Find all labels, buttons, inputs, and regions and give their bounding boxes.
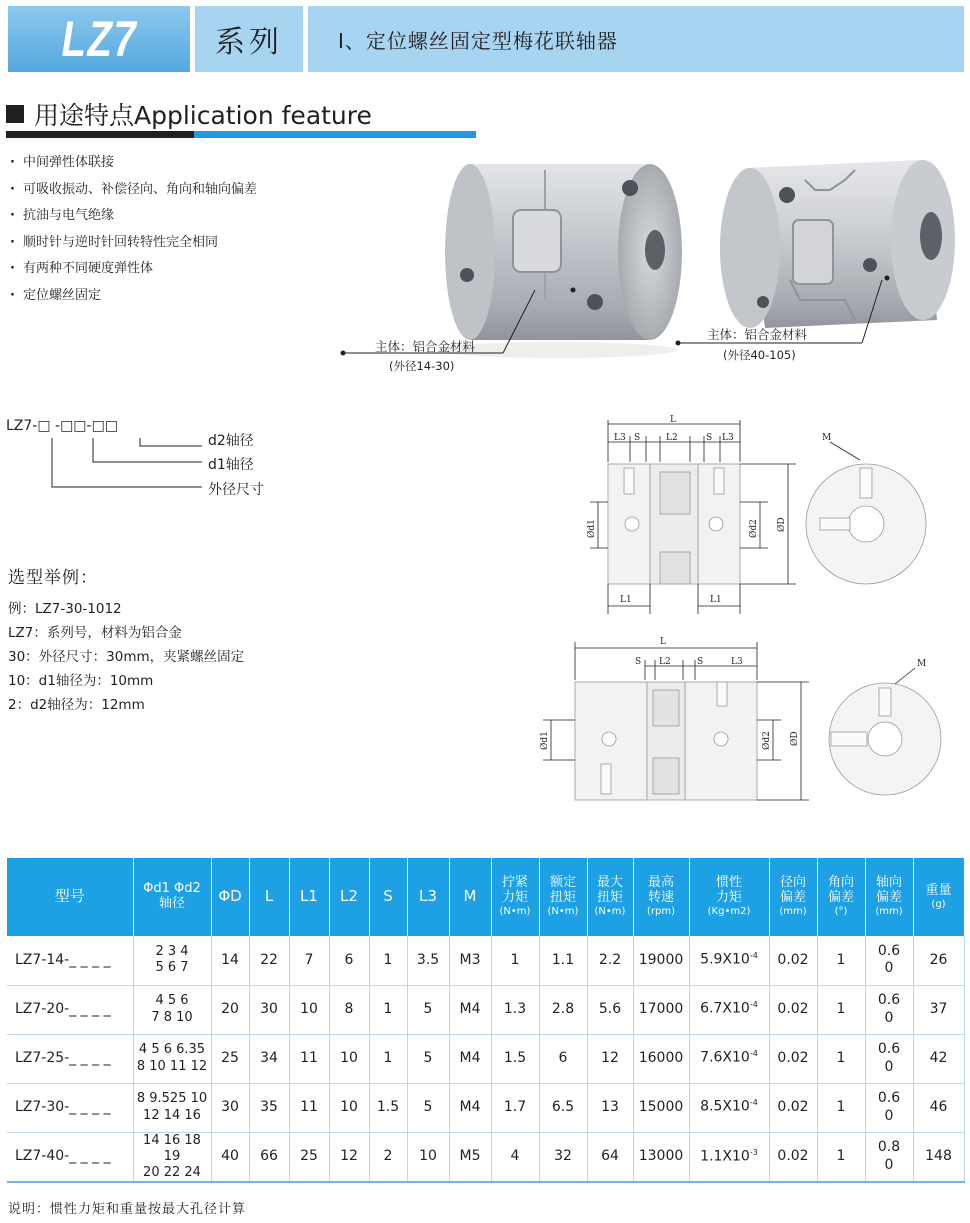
cell-tighten: 1.7: [491, 1083, 539, 1132]
dim-label: Ød1: [540, 731, 550, 750]
cell-L1: 10: [289, 985, 329, 1034]
right-photo-caption: 主体：铝合金材料: [707, 327, 808, 342]
cell-D: 14: [211, 936, 249, 985]
series-label-box: [195, 6, 303, 72]
cell-weight: 26: [913, 936, 964, 985]
d2-label: d2轴径: [208, 433, 254, 449]
selection-line: 2：d2轴径为：12mm: [8, 697, 145, 713]
cell-D: 20: [211, 985, 249, 1034]
dim-label: M: [917, 659, 927, 669]
table-row: [7, 985, 964, 1034]
selection-line: 例：LZ7-30-1012: [8, 601, 122, 617]
cell-M: M4: [449, 985, 491, 1034]
dimension-drawing-small: [560, 412, 970, 622]
cell-L3: 5: [407, 1083, 449, 1132]
dim-label: L1: [710, 595, 722, 605]
bore-cell: 4 5 6 7 8 10: [133, 985, 211, 1034]
section-rule: [6, 131, 476, 138]
cell-speed: 15000: [633, 1083, 689, 1132]
cell-weight: 42: [913, 1034, 964, 1083]
feature-item: · 中间弹性体联接: [10, 150, 257, 177]
cell-D: 30: [211, 1083, 249, 1132]
model-cell: LZ7-40-_ _ _ _: [7, 1132, 133, 1182]
cell-tighten: 1.5: [491, 1034, 539, 1083]
cell-L2: 10: [329, 1034, 369, 1083]
dim-label: L: [660, 637, 666, 647]
col-header: 惯性力矩 (Kg•m2): [689, 858, 769, 936]
dim-label: Ød2: [749, 519, 759, 538]
col-header: 型号: [7, 858, 133, 936]
series-badge: [8, 6, 190, 72]
od-label: 外径尺寸: [208, 482, 264, 498]
cell-rated: 32: [539, 1132, 587, 1182]
cell-D: 40: [211, 1132, 249, 1182]
bore-cell: 14 16 18 19 20 22 24: [133, 1132, 211, 1182]
cell-angular: 1: [817, 1083, 865, 1132]
dim-label: L3: [731, 657, 743, 667]
cell-axial: 0.6 0: [865, 936, 913, 985]
dim-label: L1: [620, 595, 632, 605]
cell-axial: 0.6 0: [865, 1083, 913, 1132]
spec-table: [7, 858, 965, 1183]
section-heading: [6, 96, 372, 132]
cell-inertia: $1.1X10^{-3}$: [689, 1132, 769, 1182]
cell-radial: 0.02: [769, 1083, 817, 1132]
dim-label: ØD: [777, 517, 787, 532]
cell-weight: 37: [913, 985, 964, 1034]
feature-item: · 定位螺丝固定: [10, 283, 257, 310]
footnote: 说明：惯性力矩和重量按最大孔径计算: [8, 1202, 247, 1217]
cell-L: 22: [249, 936, 289, 985]
cell-D: 25: [211, 1034, 249, 1083]
dim-label: S: [635, 657, 642, 667]
cell-inertia: $6.7X10^{-4}$: [689, 985, 769, 1034]
series-label: 系列: [215, 25, 283, 60]
square-bullet-icon: [6, 105, 24, 123]
page-title: Ⅰ、定位螺丝固定型梅花联轴器: [338, 28, 618, 53]
col-header: 最大扭矩 (N•m): [587, 858, 633, 936]
cell-tighten: 1.3: [491, 985, 539, 1034]
cell-axial: 0.6 0: [865, 1034, 913, 1083]
cell-L1: 11: [289, 1083, 329, 1132]
feature-item: · 可吸收振动、补偿径向、角向和轴向偏差: [10, 177, 257, 204]
cell-rated: 6.5: [539, 1083, 587, 1132]
feature-item: · 抗油与电气绝缘: [10, 203, 257, 230]
selection-line: LZ7：系列号，材料为铝合金: [8, 625, 182, 641]
col-header: 重量 (g): [913, 858, 964, 936]
cell-L1: 11: [289, 1034, 329, 1083]
dim-label: Ød2: [762, 731, 772, 750]
cell-L2: 12: [329, 1132, 369, 1182]
col-header: 角向偏差 (°): [817, 858, 865, 936]
dim-label: L2: [666, 433, 678, 443]
right-leader-line: [670, 280, 890, 350]
feature-list: [10, 150, 257, 309]
model-cell: LZ7-30-_ _ _ _: [7, 1083, 133, 1132]
col-header: 径向偏差 (mm): [769, 858, 817, 936]
cell-max: 2.2: [587, 936, 633, 985]
col-header: M: [449, 858, 491, 936]
cell-S: 1: [369, 936, 407, 985]
cell-angular: 1: [817, 1132, 865, 1182]
selection-title: 选型举例：: [8, 568, 98, 588]
col-header: 拧紧力矩 (N•m): [491, 858, 539, 936]
cell-tighten: 1: [491, 936, 539, 985]
cell-max: 12: [587, 1034, 633, 1083]
col-header: L1: [289, 858, 329, 936]
dim-label: S: [706, 433, 713, 443]
dim-label: L3: [722, 433, 734, 443]
dim-label: L: [670, 415, 676, 425]
title-bar: [308, 6, 964, 72]
left-photo-range: (外径14-30): [389, 359, 455, 373]
series-badge-text: LZ7: [61, 11, 137, 67]
table-row: [7, 1034, 964, 1083]
section-title: 用途特点Application feature: [34, 101, 372, 130]
left-leader-line: [335, 280, 535, 360]
dim-label: L2: [659, 657, 671, 667]
col-header: Φd1 Φd2 轴径: [133, 858, 211, 936]
cell-inertia: $8.5X10^{-4}$: [689, 1083, 769, 1132]
cell-speed: 13000: [633, 1132, 689, 1182]
cell-S: 1.5: [369, 1083, 407, 1132]
cell-L3: 10: [407, 1132, 449, 1182]
cell-angular: 1: [817, 936, 865, 985]
dim-label: S: [697, 657, 704, 667]
cell-L1: 25: [289, 1132, 329, 1182]
cell-weight: 148: [913, 1132, 964, 1182]
dimension-drawing-large: [535, 632, 970, 807]
cell-M: M5: [449, 1132, 491, 1182]
cell-M: M4: [449, 1034, 491, 1083]
cell-radial: 0.02: [769, 1034, 817, 1083]
cell-axial: 0.6 0: [865, 985, 913, 1034]
dim-label: Ød1: [587, 519, 597, 538]
model-cell: LZ7-14-_ _ _ _: [7, 936, 133, 985]
cell-max: 64: [587, 1132, 633, 1182]
feature-item: · 有两种不同硬度弹性体: [10, 256, 257, 283]
dim-label: M: [822, 433, 832, 443]
cell-L1: 7: [289, 936, 329, 985]
cell-angular: 1: [817, 1034, 865, 1083]
table-header-row: [7, 858, 964, 936]
col-header: S: [369, 858, 407, 936]
dim-label: ØD: [790, 731, 800, 746]
bore-cell: 8 9.525 10 12 14 16: [133, 1083, 211, 1132]
col-header: ΦD: [211, 858, 249, 936]
cell-inertia: $5.9X10^{-4}$: [689, 936, 769, 985]
model-code-diagram: [0, 410, 340, 510]
cell-weight: 46: [913, 1083, 964, 1132]
cell-speed: 17000: [633, 985, 689, 1034]
cell-L2: 8: [329, 985, 369, 1034]
cell-L: 66: [249, 1132, 289, 1182]
cell-L: 35: [249, 1083, 289, 1132]
cell-rated: 6: [539, 1034, 587, 1083]
bore-cell: 2 3 4 5 6 7: [133, 936, 211, 985]
cell-inertia: $7.6X10^{-4}$: [689, 1034, 769, 1083]
cell-L2: 6: [329, 936, 369, 985]
col-header: 最高转速 (rpm): [633, 858, 689, 936]
model-code-leaders: [0, 410, 340, 510]
cell-rated: 2.8: [539, 985, 587, 1034]
cell-radial: 0.02: [769, 985, 817, 1034]
cell-tighten: 4: [491, 1132, 539, 1182]
cell-speed: 19000: [633, 936, 689, 985]
cell-S: 1: [369, 985, 407, 1034]
cell-S: 2: [369, 1132, 407, 1182]
cell-L: 34: [249, 1034, 289, 1083]
col-header: L3: [407, 858, 449, 936]
d1-label: d1轴径: [208, 457, 254, 473]
cell-L2: 10: [329, 1083, 369, 1132]
selection-example: [8, 597, 244, 717]
selection-line: 30：外径尺寸：30mm，夹紧螺丝固定: [8, 649, 245, 665]
cell-angular: 1: [817, 985, 865, 1034]
cell-axial: 0.8 0: [865, 1132, 913, 1182]
selection-line: 10：d1轴径为：10mm: [8, 673, 154, 689]
feature-item: · 顺时针与逆时针回转特性完全相同: [10, 230, 257, 257]
table-row: [7, 1132, 964, 1182]
cell-radial: 0.02: [769, 936, 817, 985]
table-row: [7, 936, 964, 985]
cell-L3: 3.5: [407, 936, 449, 985]
model-cell: LZ7-20-_ _ _ _: [7, 985, 133, 1034]
dim-label: S: [634, 433, 641, 443]
model-code: LZ7-□ -□□-□□: [6, 418, 119, 434]
cell-M: M3: [449, 936, 491, 985]
left-photo-caption: 主体：铝合金材料: [375, 339, 476, 354]
cell-S: 1: [369, 1034, 407, 1083]
cell-L3: 5: [407, 985, 449, 1034]
cell-speed: 16000: [633, 1034, 689, 1083]
col-header: L2: [329, 858, 369, 936]
col-header: 轴向偏差 (mm): [865, 858, 913, 936]
col-header: 额定扭矩 (N•m): [539, 858, 587, 936]
cell-radial: 0.02: [769, 1132, 817, 1182]
cell-rated: 1.1: [539, 936, 587, 985]
cell-L3: 5: [407, 1034, 449, 1083]
cell-max: 13: [587, 1083, 633, 1132]
cell-L: 30: [249, 985, 289, 1034]
cell-max: 5.6: [587, 985, 633, 1034]
col-header: L: [249, 858, 289, 936]
table-row: [7, 1083, 964, 1132]
cell-M: M4: [449, 1083, 491, 1132]
right-photo-range: (外径40-105): [723, 348, 796, 362]
model-cell: LZ7-25-_ _ _ _: [7, 1034, 133, 1083]
bore-cell: 4 5 6 6.35 8 10 11 12: [133, 1034, 211, 1083]
dim-label: L3: [614, 433, 626, 443]
